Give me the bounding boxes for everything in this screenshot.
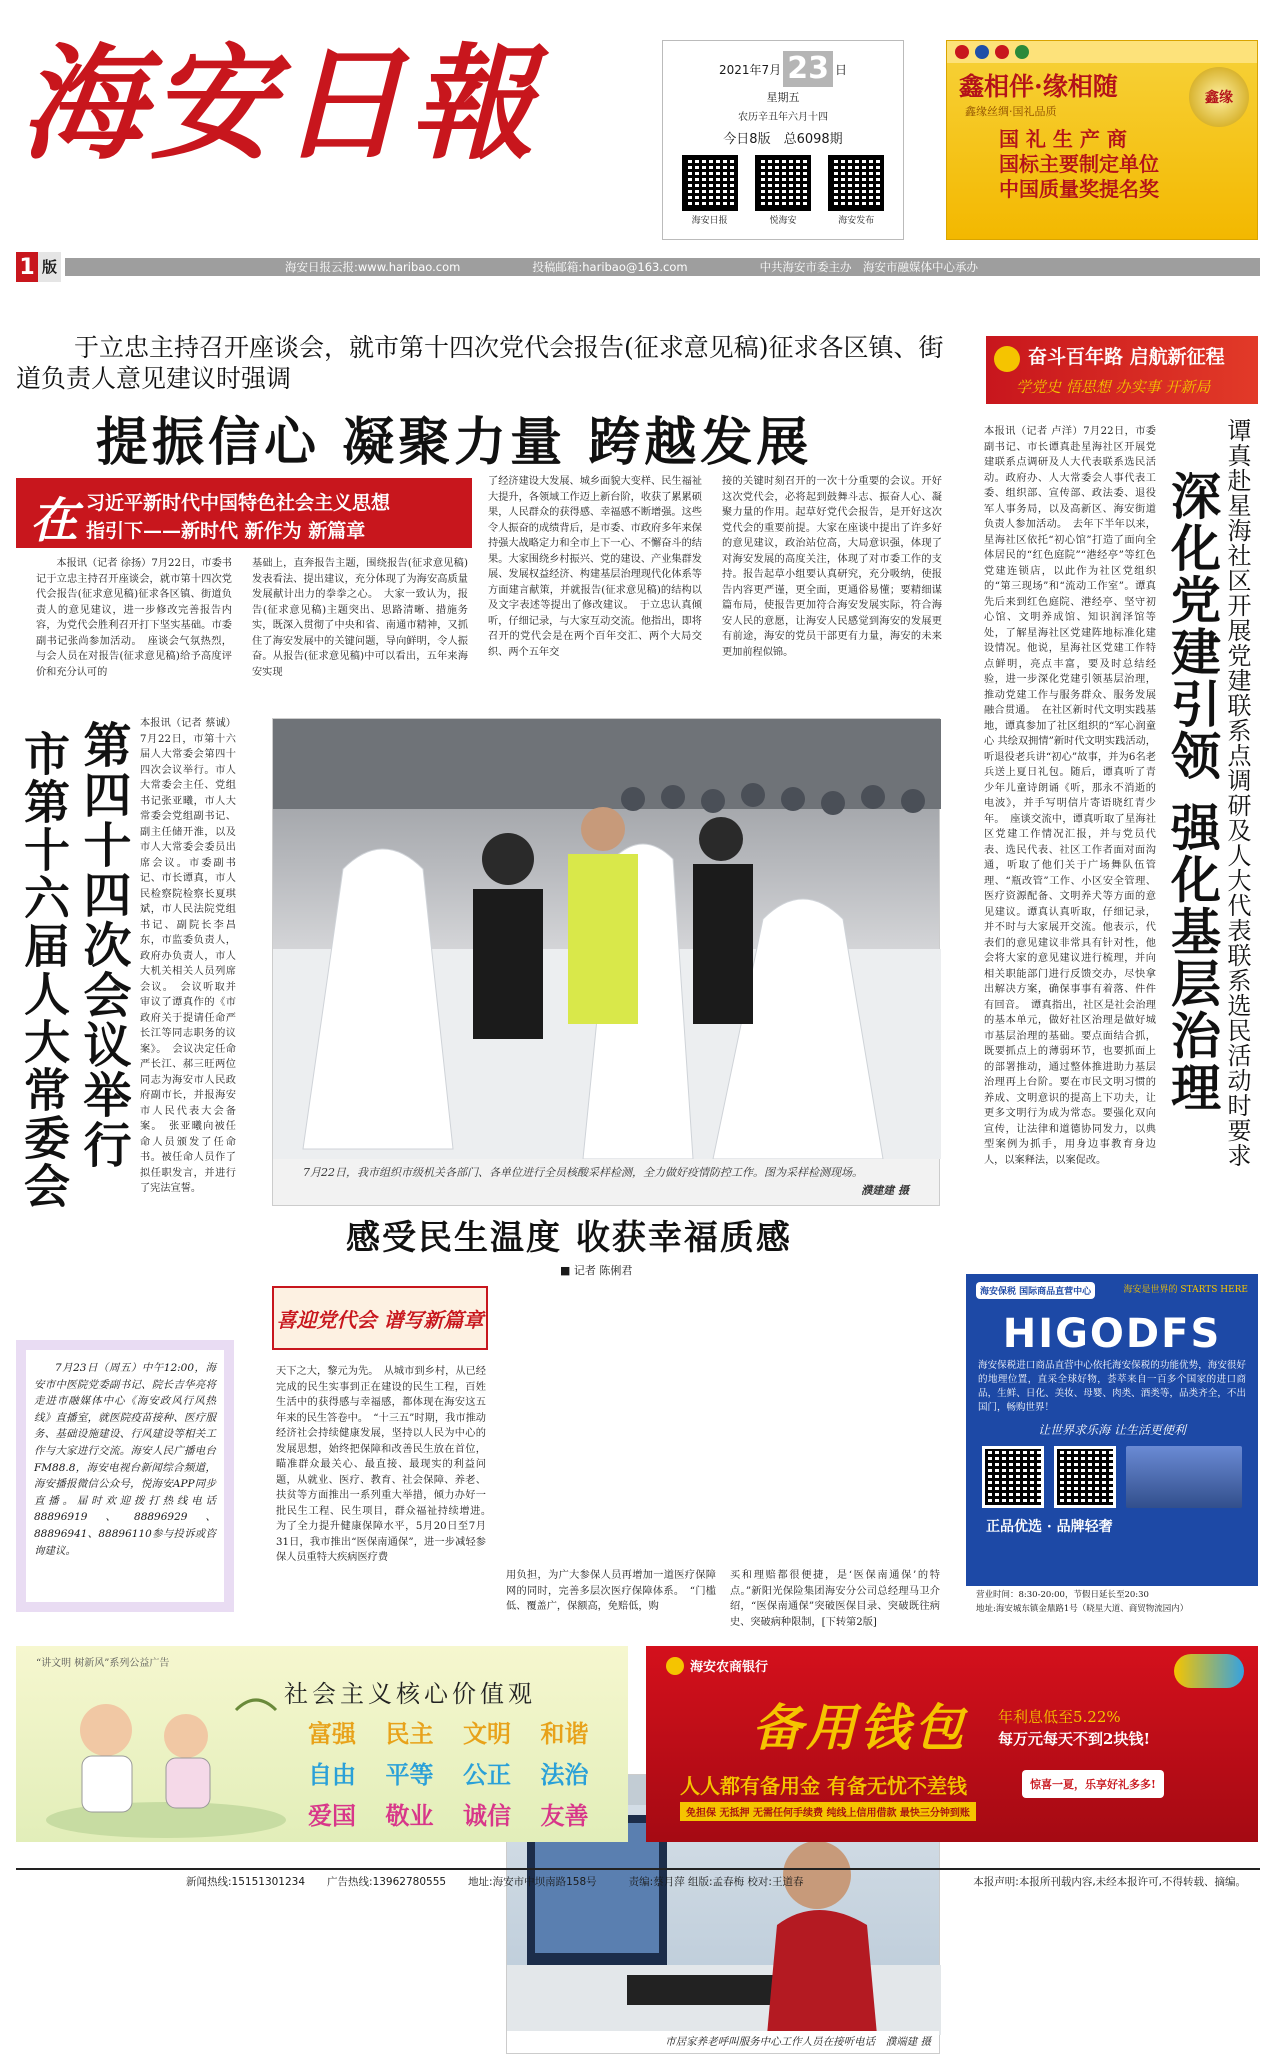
qr-code-icon[interactable]	[982, 1446, 1044, 1508]
lead-column-3: 了经济建设大发展、城乡面貌大变样、民生福祉大提升，各领域工作迈上新台阶，收获了累累硕果，人民群众的获得感、幸福感不断增强。这些令人振奋的成绩背后，是市委、市政府多年来保持强大战略定力和全市上下一心、不懈奋斗的结果。大家围绕乡村振兴、党的建设、产业集群发展、发展权益经济、构建基层治理现代化体系等方面建言献策，并就报告(征求意见稿)的结构以及文字表述等提出了修改建议。 于立忠认真倾听，仔细记录，与大家互动交流。他指出，即将召开的党代会是在两个百年交汇、两个大局交织、两个五年交	[488, 476, 702, 658]
summer-promo-badge-icon	[1174, 1654, 1244, 1688]
site-link[interactable]: 海安日报云报:www.haribao.com	[285, 260, 461, 274]
higodfs-ad[interactable]: 海安保税 国际商品直营中心 海安是世界的 STARTS HERE HIGODFS 海安保税进口商品直营中心依托海安保税的功能优势，海安很好的地理位置，直采全球好物，荟萃来自一百多个国家的进口商品，生鲜、日化、美妆、母婴、肉类、酒类等，品类齐全，不出国门，畅购世界！ 让世界求乐海 让生活更便利 正品优选 · 品牌轻奢 营业时间：8:30-20:00，节假日延长至20:30 地址:海安城东镇金鼎路1号（晓星大道、商贸物流园内）	[966, 1274, 1258, 1618]
lead-column-2: 基础上，直奔报告主题，围绕报告(征求意见稿)发表看法、提出建议，充分体现了为海安高质量发展献计出力的拳拳之心。 大家一致认为，报告(征求意见稿)主题突出、思路清晰、措施务实，既深入贯彻了中央和省、南通市精神，又抓住了海安发展中的关键问题，导向鲜明，令人振奋。从报告(征求意见稿)中可以看出，五年来海安实现	[252, 558, 468, 678]
award-badge-icon	[1015, 45, 1029, 59]
lunar-date: 农历辛丑年六月十四	[738, 112, 828, 123]
bank-ad[interactable]: 海安农商银行 备用钱包 年利息低至5.22% 每万元每天不到2块钱! 人人都有备用金 有备无忧不差钱 免担保 无抵押 无需任何手续费 纯线上信用借款 最快三分钟到账 惊喜一夏，乐享好礼多多!	[646, 1646, 1258, 1842]
right-article: 本报讯（记者 卢洋）7月22日，市委副书记、市长谭真赴星海社区开展党建联系点调研及人大代表联系选民活动。政府办、人大常委会人事代表工委、组织部、宣传部、政法委、退役军人事务局，以及高新区、海安街道负责人参加活动。 去年下半年以来，星海社区依托“初心馆”打造了面向全体居民的“红色庭院”“港经亭”等红色党建连锁店，以此作为社区党组织的“第三现场”和“流动工作室”。谭真先后来到红色庭院、港经亭、坚守初心馆、文明养成馆、知识润泽馆等处，了解星海社区党建阵地标准化建设情况。他说，星海社区党建工作特点鲜明，亮点丰富，要及时总结经验，进一步深化党建引领基层治理，推动党建工作与服务群众、服务发展融合贯通。 在社区新时代文明实践基地，谭真参加了社区组织的“军心润童心 共绘双拥情”新时代文明实践活动，听退役老兵讲“初心”故事，并为6名老兵送上夏日礼包。随后，谭真听了青少年儿童诗朗诵《听，那永不消逝的电波》，并手写明信片寄语晓红青少年。 座谈交流中，谭真听取了星海社区党建工作情况汇报，并与党员代表、选民代表、社区工作者面对面沟通，听取了他们关于广场舞队伍管理、“瓶改管”工作、小区安全管理、医疗资源配备、文明养犬等方面的意见建议。谭真认真听取，仔细记录，并不时与大家展开交流。他表示，代表们的意见建议非常具有针对性，他会将大家的意见建议进行梳理，并向相关职能部门进行反馈交办，尽快拿出解决方案，确保事事有着落、件件有回音。 谭真指出，社区是社会治理的基本单元，做好社区治理是做好城市基层治理的基础。要点面结合抓，既要抓点上的薄弱环节，也要抓面上的部署推动，通过整体推进助力基层治理再上台阶。要在市民文明习惯的养成、文明意识的提高上下功夫，让更多文明行为成为常态。要强化双向宣传，让法律和道德协同发力，以典型案例为抓手，用身边事教育身边人，以案释法，以案促改。	[984, 426, 1156, 1166]
award-badge-icon	[975, 45, 989, 59]
livelihood-column-c: 买和理赔都很便捷，是‘医保南通保’的特点。”新阳光保险集团海安分公司总经理马卫介绍，“医保南通保”突破医保目录、突破既往病史、突破病种限制，[下转第2版]	[730, 1570, 940, 1628]
award-badge-icon	[995, 45, 1009, 59]
party-emblem-icon	[994, 346, 1020, 372]
lead-kicker: 于立忠主持召开座谈会，就市第十四次党代会报告(征求意见稿)征求各区镇、街道负责人意见建议时强调	[16, 333, 944, 393]
bank-logo-icon	[666, 1657, 684, 1675]
npc-article: 本报讯（记者 蔡诚）7月22日，市第十六届人大常委会第四十四次会议举行。市人大常委会主任、党组书记张亚曦，市人大常委会党组副书记、副主任储开淮，以及市人大常委会委员出席会议。市委副书记、市长谭真，市人民检察院检察长夏琪斌，市人民法院党组书记、副院长李昌东，市监委负责人，政府办负责人，市人大机关相关人员列席会议。 会议听取并审议了谭真作的《市政府关于提请任命严长江等同志职务的议案》。 会议决定任命严长江、郝三旺两位同志为海安市人民政府副市长，并报海安市人民代表大会备案。 张亚曦向被任命人员颁发了任命书。被任命人员作了拟任职发言，并进行了宪法宣誓。	[140, 718, 236, 1194]
lead-headline: 提振信心 凝聚力量 跨越发展	[96, 412, 813, 473]
qr-code-icon	[755, 155, 811, 211]
right-kicker: 谭真赴星海社区开展党建联系点调研及人大代表联系选民活动时要求	[1223, 418, 1251, 1168]
hotline-box: 7月23日（周五）中午12:00，海安市中医院党委副书记、院长吉华亮将走进市融媒体中心《海安政风行风热线》直播室，就医院疫苗接种、医疗服务、基础设施建设、行风建设等相关工作与大家进行交流。海安人民广播电台FM88.8，海安电视台新闻综合频道，海安播报微信公众号，悦海安APP同步直播。届时欢迎拨打热线电话88896919、88896929、88896941、88896110参与投诉或咨询建议。	[16, 1340, 234, 1612]
page-number: 1 版	[16, 252, 61, 282]
children-illustration-icon	[36, 1670, 286, 1840]
qr-yue-haian[interactable]: 悦海安	[755, 155, 811, 226]
livelihood-byline: ■ 记者 陈俐君	[560, 1264, 633, 1277]
right-headline: 深化党建引领 强化基层治理	[1163, 470, 1222, 1114]
dateline-box: 2021年7月 23 日 星期五 农历辛丑年六月十四 今日8版 总6098期 海安日报 悦海安 海安发布	[662, 40, 904, 240]
party-badge: 奋斗百年路 启航新征程 学党史 悟思想 办实事 开新局	[986, 336, 1258, 404]
weekday: 星期五	[766, 91, 800, 104]
lead-column-1: 本报讯（记者 徐扬）7月22日，市委书记于立忠主持召开座谈会，就市第十四次党代会报告(征求意见稿)征求各区镇、街道负责人的意见建议，进一步修改完善报告内容，为党代会胜利召开打下坚实基础。市委副书记张尚参加活动。 座谈会气氛热烈，与会人员在对报告(征求意见稿)给予高度评价和充分认可的	[36, 558, 232, 678]
masthead-title: 海安日報	[20, 32, 541, 177]
photo-caption: 7月22日，我市组织市级机关各部门、各单位进行全员核酸采样检测，全力做好疫情防控工作。图为采样检测现场。 濮建建 摄	[273, 1159, 939, 1205]
npc-headline-right: 第四十四次会议举行	[75, 720, 131, 1170]
covid-testing-scene-icon	[273, 719, 941, 1159]
lead-column-4: 接的关键时刻召开的一次十分重要的会议。开好这次党代会，必将起到鼓舞斗志、振奋人心、凝聚力量的作用。起草好党代会报告，是开好这次党代会的重要前提。大家在座谈中提出了许多好的意见建议，政治站位高，大局意识强，体现了对海安发展的高度关注，体现了对市委工作的支持。报告起草小组要认真研究，充分吸纳，使报告内容更严谨，更全面，更通俗易懂；要精细谋篇布局，使报告更加符合海安发展实际，符合海安人民的意愿，让海安人民感觉到海安的发展更有前途，海安的党员干部更有力量，海安的未来更加前程似锦。	[722, 476, 942, 658]
info-bar: 1 版 海安日报云报:www.haribao.com 投稿邮箱:haribao@163.com 中共海安市委主办 海安市融媒体中心承办	[16, 252, 1260, 282]
livelihood-column-b: 用负担，为广大参保人员再增加一道医疗保障网的同时，完善多层次医疗保障体系。 “门槛低、覆盖广，保额高，免赔低，购	[506, 1570, 716, 1612]
date-day: 23	[783, 51, 833, 87]
award-badge-icon	[955, 45, 969, 59]
theme-banner: 在 习近平新时代中国特色社会主义思想 指引下——新时代 新作为 新篇章	[16, 478, 472, 548]
right-article-tail	[984, 1208, 1256, 1238]
main-photo-testing	[272, 718, 940, 1206]
page-footer: 新闻热线:15151301234 广告热线:13962780555 地址:海安市中坝南路158号 责编:蔡月萍 组版:孟春梅 校对:王道春 本报声明:本报所刊载内容,未经本报许可,不得转载、摘编。	[16, 1868, 1260, 1892]
core-values-ad: “讲文明 树新风”系列公益广告 社会主义核心价值观 富强 民主 文明 和谐 自由 平等 公正 法治 爱国 敬业 诚信 友善	[16, 1646, 628, 1842]
call-photo-caption: 市居家养老呼叫服务中心工作人员在接听电话 濮端建 摄	[507, 2031, 939, 2053]
qr-code-icon	[682, 155, 738, 211]
qr-code-icon	[828, 155, 884, 211]
npc-headline-left: 市第十六届人大常委会	[17, 730, 71, 1210]
email-link[interactable]: 投稿邮箱:haribao@163.com	[532, 260, 688, 274]
livelihood-column-a: 天下之大，黎元为先。 从城市到乡村，从已经完成的民生实事到正在建设的民生工程，百姓生活中的获得感与幸福感，都体现在海安这五年来的民生答卷中。 “十三五”时期，我市推动经济社会持续健康发展，坚持以人民为中心的发展思想，始终把保障和改善民生放在首位，瞄准群众最关心、最直接、最现实的利益问题，从就业、医疗、教育、社会保障、养老、扶贫等方面推出一系列重大举措，倾力办好一批民生工程、民生项目，群众福祉持续增进。 为了全力提升健康保障水平，5月20日至7月31日，我市推出“医保南通保”，进一步减轻参保人员重特大疾病医疗费	[276, 1366, 497, 1563]
qr-haian-release[interactable]: 海安发布	[828, 155, 884, 226]
qr-haian-daily[interactable]: 海安日报	[682, 155, 738, 226]
top-ad-xinyuan[interactable]: 鑫相伴·缘相随 鑫缘丝绸·国礼品质 国 礼 生 产 商 国标主要制定单位 中国质量奖提名奖 鑫缘	[946, 40, 1258, 240]
congress-badge: 喜迎党代会 谱写新篇章	[272, 1286, 488, 1350]
qr-code-icon[interactable]	[1054, 1446, 1116, 1508]
silk-ribbon-icon: 鑫缘	[1189, 67, 1249, 127]
store-building-icon	[1126, 1446, 1242, 1508]
livelihood-headline: 感受民生温度 收获幸福质感	[346, 1218, 792, 1258]
